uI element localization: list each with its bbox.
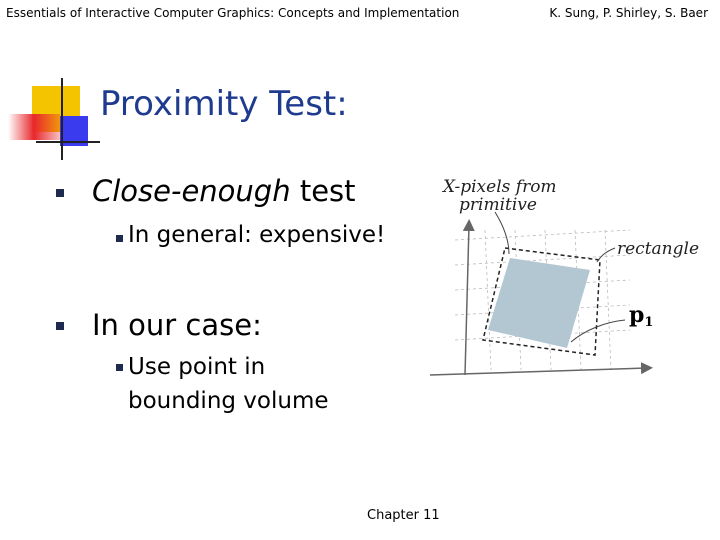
label-p1-sub: 1 — [644, 315, 654, 330]
primitive-shape — [488, 258, 590, 348]
label-rectangle: rectangle — [617, 239, 700, 259]
bullet-marker — [56, 322, 64, 330]
y-axis — [465, 225, 469, 375]
sub-bullet-marker — [116, 235, 123, 242]
slide-title: Proximity Test: — [100, 84, 348, 124]
sub-bullet-expensive: In general: expensive! — [128, 222, 386, 248]
bullet-close-enough — [92, 174, 356, 208]
label-pixels-line2: primitive — [459, 195, 537, 215]
bullet-marker — [56, 189, 64, 197]
sub-bullet-bounding-volume: Use point in bounding volume — [128, 354, 329, 414]
label-pixels-line1: X-pixels from — [443, 177, 557, 197]
proximity-figure — [425, 170, 715, 390]
label-p1-main: p — [629, 302, 645, 328]
sub-bullet-marker — [116, 364, 123, 371]
bullet-rest: test — [290, 174, 356, 208]
footer-chapter: Chapter 11 — [367, 508, 440, 523]
bullet-our-case: In our case: — [92, 308, 262, 342]
bullet-emphasis: Close-enough — [92, 174, 291, 208]
label-p1 — [629, 302, 653, 330]
header-left: Essentials of Interactive Computer Graphics: Concepts and Implementation — [6, 6, 460, 20]
x-axis — [430, 368, 647, 375]
header-right: K. Sung, P. Shirley, S. Baer — [549, 6, 708, 20]
